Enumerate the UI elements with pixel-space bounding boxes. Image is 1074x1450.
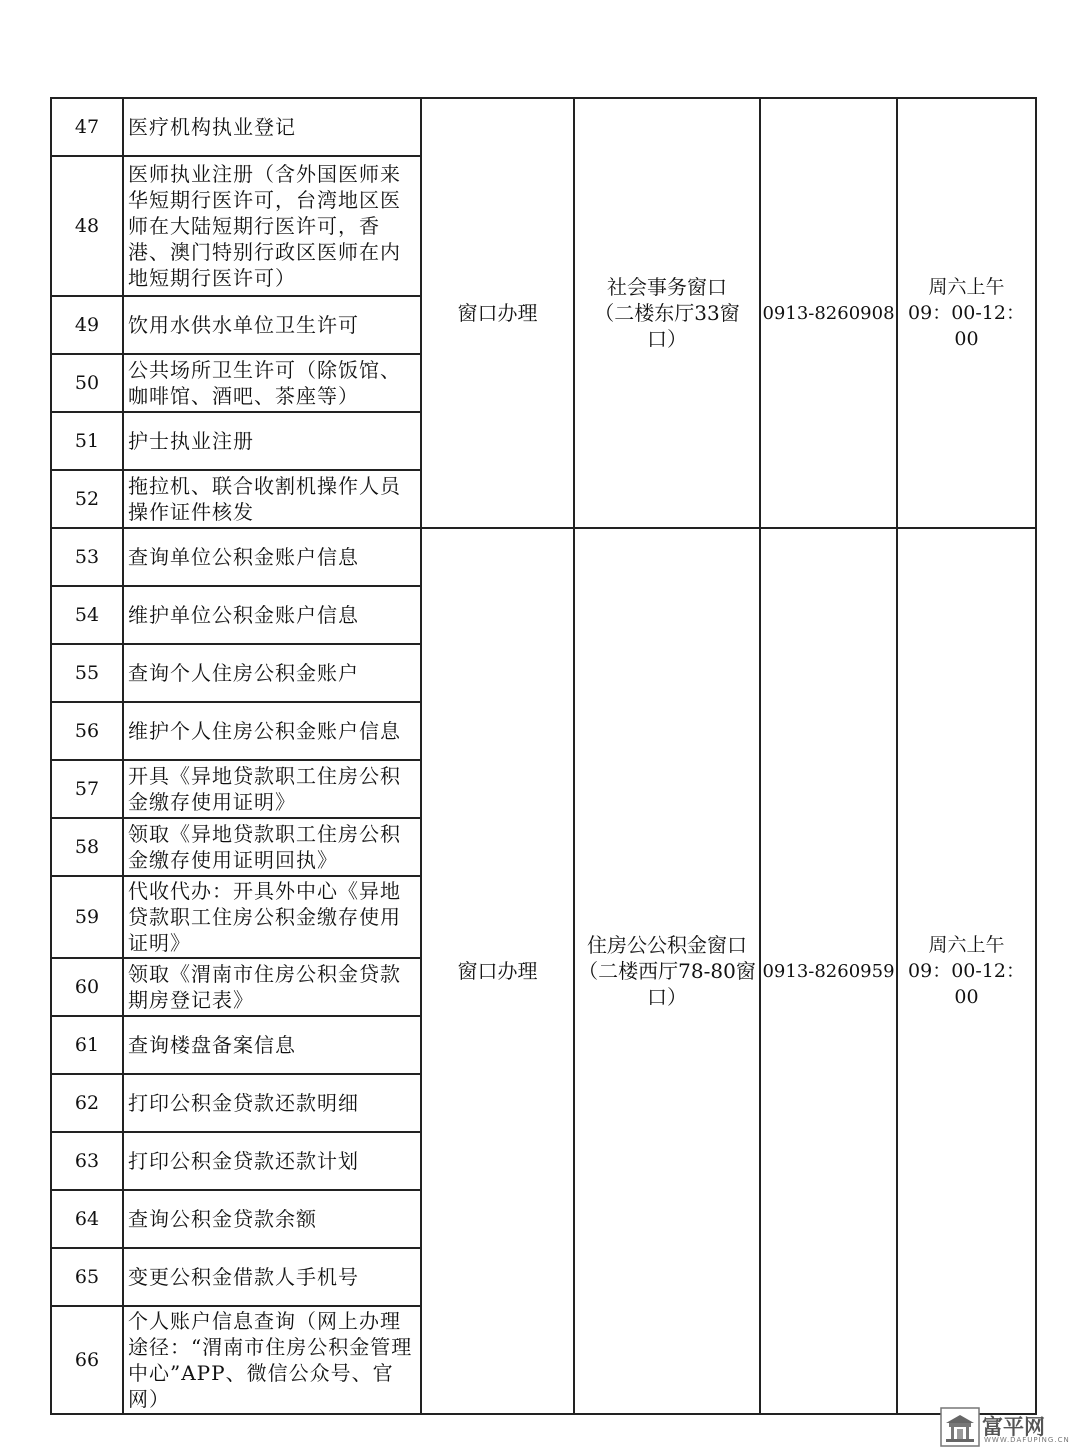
row-number: 62 — [51, 1074, 123, 1132]
table-row — [51, 528, 1036, 586]
item-name: 领取《渭南市住房公积金贷款期房登记表》 — [123, 958, 421, 1016]
item-name: 打印公积金贷款还款计划 — [123, 1132, 421, 1190]
item-name: 个人账户信息查询（网上办理途径：“渭南市住房公积金管理中心”APP、微信公众号、官网） — [123, 1306, 421, 1414]
time-hours: 09：00-12：00 — [908, 960, 1025, 1008]
window-line: 住房公公积金窗口 — [587, 933, 747, 957]
item-name: 饮用水供水单位卫生许可 — [123, 296, 421, 354]
item-name: 查询楼盘备案信息 — [123, 1016, 421, 1074]
service-table — [50, 97, 1037, 1415]
item-name: 查询个人住房公积金账户 — [123, 644, 421, 702]
item-name: 维护单位公积金账户信息 — [123, 586, 421, 644]
time-hours: 09：00-12：00 — [908, 302, 1025, 350]
handling-method: 窗口办理 — [421, 528, 574, 1414]
item-name: 拖拉机、联合收割机操作人员操作证件核发 — [123, 470, 421, 528]
item-name: 维护个人住房公积金账户信息 — [123, 702, 421, 760]
watermark-name: 富平网 — [982, 1415, 1045, 1439]
row-number: 47 — [51, 98, 123, 156]
contact-phone: 0913-8260959 — [760, 528, 897, 1414]
row-number: 50 — [51, 354, 123, 412]
item-name: 查询单位公积金账户信息 — [123, 528, 421, 586]
item-name: 领取《异地贷款职工住房公积金缴存使用证明回执》 — [123, 818, 421, 876]
item-name: 医师执业注册（含外国医师来华短期行医许可，台湾地区医师在大陆短期行医许可，香港、澳门特别行政区医师在内地短期行医许可） — [123, 156, 421, 296]
window-line: （二楼西厅78-80窗 — [578, 959, 756, 983]
window-line: 社会事务窗口 — [607, 275, 727, 299]
row-number: 61 — [51, 1016, 123, 1074]
item-name: 查询公积金贷款余额 — [123, 1190, 421, 1248]
service-time — [897, 98, 1036, 528]
service-window — [574, 528, 760, 1414]
window-line: 口） — [647, 327, 687, 351]
row-number: 49 — [51, 296, 123, 354]
item-name: 打印公积金贷款还款明细 — [123, 1074, 421, 1132]
row-number: 58 — [51, 818, 123, 876]
row-number: 53 — [51, 528, 123, 586]
row-number: 55 — [51, 644, 123, 702]
row-number: 51 — [51, 412, 123, 470]
row-number: 57 — [51, 760, 123, 818]
row-number: 48 — [51, 156, 123, 296]
item-name: 公共场所卫生许可（除饭馆、咖啡馆、酒吧、茶座等） — [123, 354, 421, 412]
gate-building-icon — [940, 1407, 980, 1447]
item-name: 变更公积金借款人手机号 — [123, 1248, 421, 1306]
contact-phone: 0913-8260908 — [760, 98, 897, 528]
window-line: 口） — [647, 985, 687, 1009]
row-number: 64 — [51, 1190, 123, 1248]
watermark-domain: WWW.DAFUPING.CN — [984, 1436, 1070, 1444]
row-number: 54 — [51, 586, 123, 644]
row-number: 59 — [51, 876, 123, 958]
site-watermark — [940, 1405, 1074, 1450]
row-number: 65 — [51, 1248, 123, 1306]
row-number: 52 — [51, 470, 123, 528]
item-name: 护士执业注册 — [123, 412, 421, 470]
row-number: 66 — [51, 1306, 123, 1414]
row-number: 60 — [51, 958, 123, 1016]
row-number: 56 — [51, 702, 123, 760]
item-name: 医疗机构执业登记 — [123, 98, 421, 156]
row-number: 63 — [51, 1132, 123, 1190]
time-day: 周六上午 — [928, 934, 1005, 956]
time-day: 周六上午 — [928, 276, 1005, 298]
service-window — [574, 98, 760, 528]
handling-method: 窗口办理 — [421, 98, 574, 528]
item-name: 开具《异地贷款职工住房公积金缴存使用证明》 — [123, 760, 421, 818]
item-name: 代收代办：开具外中心《异地贷款职工住房公积金缴存使用证明》 — [123, 876, 421, 958]
table-row — [51, 98, 1036, 156]
window-line: （二楼东厅33窗 — [594, 301, 740, 325]
service-time — [897, 528, 1036, 1414]
